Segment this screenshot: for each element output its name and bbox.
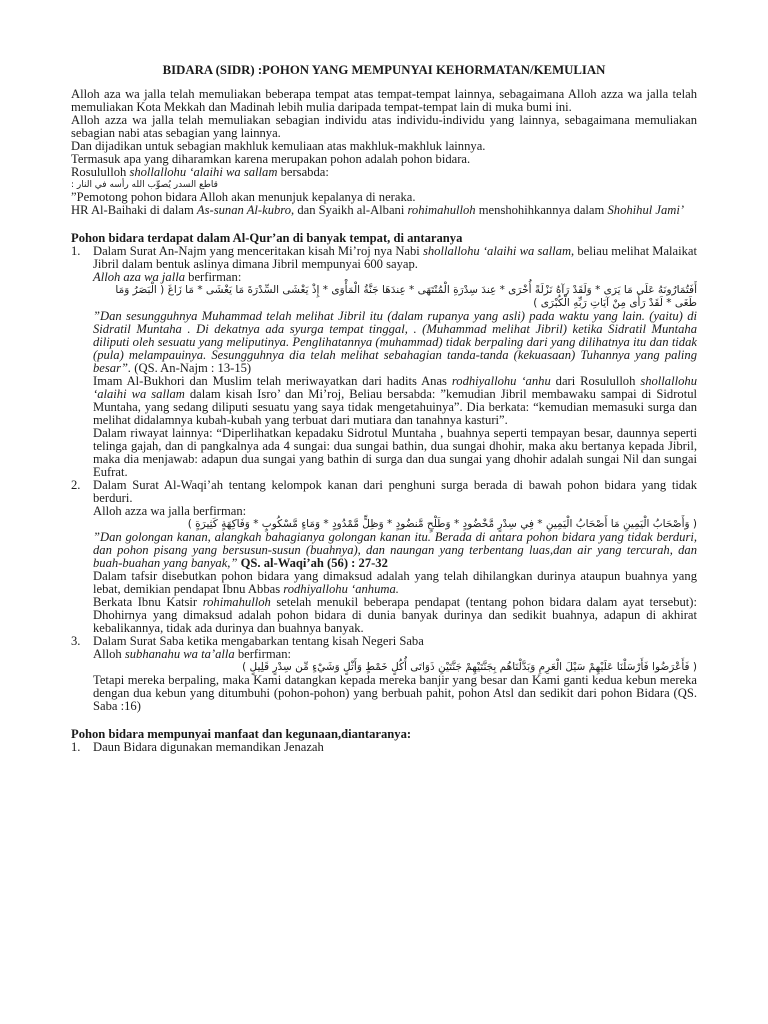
list-item-al-waqiah: 2. Dalam Surat Al-Waqi’ah tentang kelompok kanan dari penghuni surga berada di bawah pohon bidara yang tidak berduri. Alloh azza wa jalla berfirman: ( وَأَصْحَابُ الْيَمِينِ مَا أَصْحَابُ الْيَمِينِ * فِي سِدْرٍ مَّخْضُودٍ * وَطَلْحٍ مَّنضُودٍ * وَظِلٍّ مَّمْدُودٍ * وَمَاءٍ مَّسْكُوبٍ * وَفَاكِهَةٍ كَثِيرَةٍ ) ”Dan golongan kanan, alangkah bahagianya golongan kanan itu. Berada di antara pohon bidara yang tidak berduri, dan pohon pisang yang bersusun-susun (buahnya), dan naungan yang terbentang luas,dan air yang tercurah, dan buah-buahan yang banyak,” QS. al-Waqi’ah (56) : 27-32 Dalam tafsir disebutkan pohon bidara yang dimaksud adalah yang telah dihilangkan durinya ataupun buahnya yang lebat, demikian pendapat Ibnu Abbas rodhiyallohu ‘anhuma. Berkata Ibnu Katsir rohimahulloh setelah menukil beberapa pendapat (tentang pohon bidara dalam ayat tersebut): Dhohirnya yang dimaksud adalah pohon bidara di dunia banyak durinya dan sedikit buahnya, adapun di akhirat kebalikannya, tidak ada durinya dan buahnya banyak. — [71, 478, 697, 635]
translation-al-waqiah: ”Dan golongan kanan, alangkah bahagianya golongan kanan itu. Berada di antara pohon bidara yang tidak berduri, dan pohon pisang yang bersusun-susun (buahnya), dan naungan yang terbentang luas,dan air yang tercurah, dan buah-buahan yang banyak,” QS. al-Waqi’ah (56) : 27-32 — [93, 530, 697, 570]
intro-paragraph-6: ”Pemotong pohon bidara Alloh akan menunjuk kepalanya di neraka. — [71, 190, 416, 204]
intro-paragraph-1: Alloh aza wa jalla telah memuliakan beberapa tempat atas tempat-tempat lainnya, sebagaimana Alloh azza wa jalla telah memuliakan Kota Mekkah dan Madinah lebih mulia daripada tempat-tempat lain di muka bumi ini. — [71, 87, 697, 114]
arabic-verse-saba: ( فَأَعْرَضُوا فَأَرْسَلْنَا عَلَيْهِمْ سَيْلَ الْعَرِمِ وَبَدَّلْنَاهُم بِجَنَّتَيْهِمْ جَنَّتَيْنِ ذَوَاتَى أُكُلٍ خَمْطٍ وَأَثْلٍ وَشَيْءٍ مِّن سِدْرٍ قَلِيلٍ ) — [242, 661, 697, 673]
arabic-verse-al-waqiah: ( وَأَصْحَابُ الْيَمِينِ مَا أَصْحَابُ الْيَمِينِ * فِي سِدْرٍ مَّخْضُودٍ * وَطَلْحٍ مَّنضُودٍ * وَظِلٍّ مَّمْدُودٍ * وَمَاءٍ مَّسْكُوبٍ * وَفَاكِهَةٍ كَثِيرَةٍ ) — [187, 518, 697, 530]
translation-saba: Tetapi mereka berpaling, maka Kami datangkan kepada mereka banjir yang besar dan Kami ganti kedua kebun mereka dengan dua kebun yang ditumbuhi (pohon-pohon) yang berbuah pahit, pohon Atsl dan sedikit dari pohon Bidara (QS. Saba :16) — [93, 673, 697, 713]
intro-paragraph-7: HR Al-Baihaki di dalam As-sunan Al-kubro, dan Syaikh al-Albani rohimahulloh menshohihkannya dalam Shohihul Jami’ — [71, 203, 685, 217]
list-item-saba: 3. Dalam Surat Saba ketika mengabarkan tentang kisah Negeri Saba Alloh subhanahu wa ta’alla berfirman: ( فَأَعْرَضُوا فَأَرْسَلْنَا عَلَيْهِمْ سَيْلَ الْعَرِمِ وَبَدَّلْنَاهُم بِجَنَّتَيْهِمْ جَنَّتَيْنِ ذَوَاتَى أُكُلٍ خَمْطٍ وَأَثْلٍ وَشَيْءٍ مِّن سِدْرٍ قَلِيلٍ ) Tetapi mereka berpaling, maka Kami datangkan kepada mereka banjir yang besar dan Kami ganti kedua kebun mereka dengan dua kebun yang ditumbuhi (pohon-pohon) yang berbuah pahit, pohon Atsl dan sedikit dari pohon Bidara (QS. Saba :16) — [71, 634, 697, 713]
section-heading-quran: Pohon bidara terdapat dalam Al-Qur’an di banyak tempat, di antaranya — [71, 231, 463, 245]
intro-paragraph-3: Dan dijadikan untuk sebagian makhluk kemuliaan atas makhluk-makhluk lainnya. — [71, 139, 486, 153]
intro-paragraph-4: Termasuk apa yang diharamkan karena merupakan pohon adalah pohon bidara. — [71, 152, 471, 166]
section-heading-benefits: Pohon bidara mempunyai manfaat dan kegunaan,diantaranya: — [71, 727, 412, 741]
list-item-an-najm: 1. Dalam Surat An-Najm yang menceritakan kisah Mi’roj nya Nabi shollallohu ‘alaihi wa sallam, beliau melihat Malaikat Jibril dalam bentuk aslinya dimana Jibril mempunyai 600 sayap. Alloh aza wa jalla berfirman: أَفَتُمَارُونَهُ عَلَى مَا يَرَى * وَلَقَدْ رَآهُ نَزْلَةً أُخْرَى * عِندَ سِدْرَةِ الْمُنْتَهَى * عِندَهَا جَنَّةُ الْمَأْوَى * إِذْ يَغْشَى السِّدْرَةَ مَا يَغْشَى * مَا زَاغَ ( الْبَصَرُ وَمَا طَغَى * لَقَدْ رَأَى مِنْ آيَاتِ رَبِّهِ الْكُبْرَى ) ”Dan sesungguhnya Muhammad telah melihat Jibril itu (dalam rupanya yang asli) pada waktu yang lain. (yaitu) di Sidratil Muntaha . Di dekatnya ada syurga tempat tinggal, . (Muhammad melihat Jibril) ketika Sidratil Muntaha diliputi oleh sesuatu yang meliputinya. Penglihatannya (muhammad) tidak berpaling dari yang dilihatnya itu dan tidak (pula) melampauinya. Sesungguhnya dia telah melihat sebahagian tanda-tanda (kekuasaan) Tuhannya yang paling besar”. (QS. An-Najm : 13-15) Imam Al-Bukhori dan Muslim telah meriwayatkan dari hadits Anas rodhiyallohu ‘anhu dari Rosululloh shollallohu ‘alaihi wa sallam dalam kisah Isro’ dan Mi’roj, Beliau bersabda: ”kemudian Jibril membawaku sampai di Sidrotul Muntaha, yang sedang diliputi sesuatu yang saya tidak mengetahuinya”. Dia berkata: “kemudian memasuki surga dan melihat didalamnya kubah-kubah yang terbuat dari mutiara dan tanahnya kasturi”. Dalam riwayat lainnya: “Diperlihatkan kepadaku Sidrotul Muntaha , buahnya seperti tempayan besar, daunnya seperti telinga gajah, dan di pangkalnya ada 4 sungai: dua sungai bathin, dua sungai dhohir, maka aku bertanya kepada Jibril, maka dia menjawab: adapun dua sungai yang bathin di surga dan dua sungai yang dhohir adalah sungai Nil dan sungai Eufrat. — [71, 244, 698, 479]
arabic-hadith: قاطع السدر يُصوِّب الله رأسه في النار : — [71, 180, 218, 190]
intro-paragraph-5: Rosululloh shollallohu ‘alaihi wa sallam bersabda: — [71, 165, 329, 179]
page-title: BIDARA (SIDR) :POHON YANG MEMPUNYAI KEHORMATAN/KEMULIAN — [162, 63, 606, 77]
arabic-verse-an-najm: أَفَتُمَارُونَهُ عَلَى مَا يَرَى * وَلَقَدْ رَآهُ نَزْلَةً أُخْرَى * عِندَ سِدْرَةِ الْمُنْتَهَى * عِندَهَا جَنَّةُ الْمَأْوَى * إِذْ يَغْشَى السِّدْرَةَ مَا يَغْشَى * مَا زَاغَ ( الْبَصَرُ وَمَا طَغَى * لَقَدْ رَأَى مِنْ آيَاتِ رَبِّهِ الْكُبْرَى ) — [115, 284, 697, 309]
intro-paragraph-2: Alloh azza wa jalla telah memuliakan sebagian individu atas individu-individu yang lainnya, sebagaimana memuliakan sebagian nabi atas sebagian yang lainnya. — [71, 113, 697, 140]
list-item-benefit-1: 1. Daun Bidara digunakan memandikan Jenazah — [71, 740, 324, 754]
translation-an-najm: ”Dan sesungguhnya Muhammad telah melihat Jibril itu (dalam rupanya yang asli) pada waktu yang lain. (yaitu) di Sidratil Muntaha . Di dekatnya ada syurga tempat tinggal, . (Muhammad melihat Jibril) ketika Sidratil Muntaha diliputi oleh sesuatu yang meliputinya. Penglihatannya (muhammad) tidak berpaling dari yang dilihatnya itu dan tidak (pula) melampauinya. Sesungguhnya dia telah melihat sebahagian tanda-tanda (kekuasaan) Tuhannya yang paling besar”. (QS. An-Najm : 13-15) — [93, 309, 697, 375]
